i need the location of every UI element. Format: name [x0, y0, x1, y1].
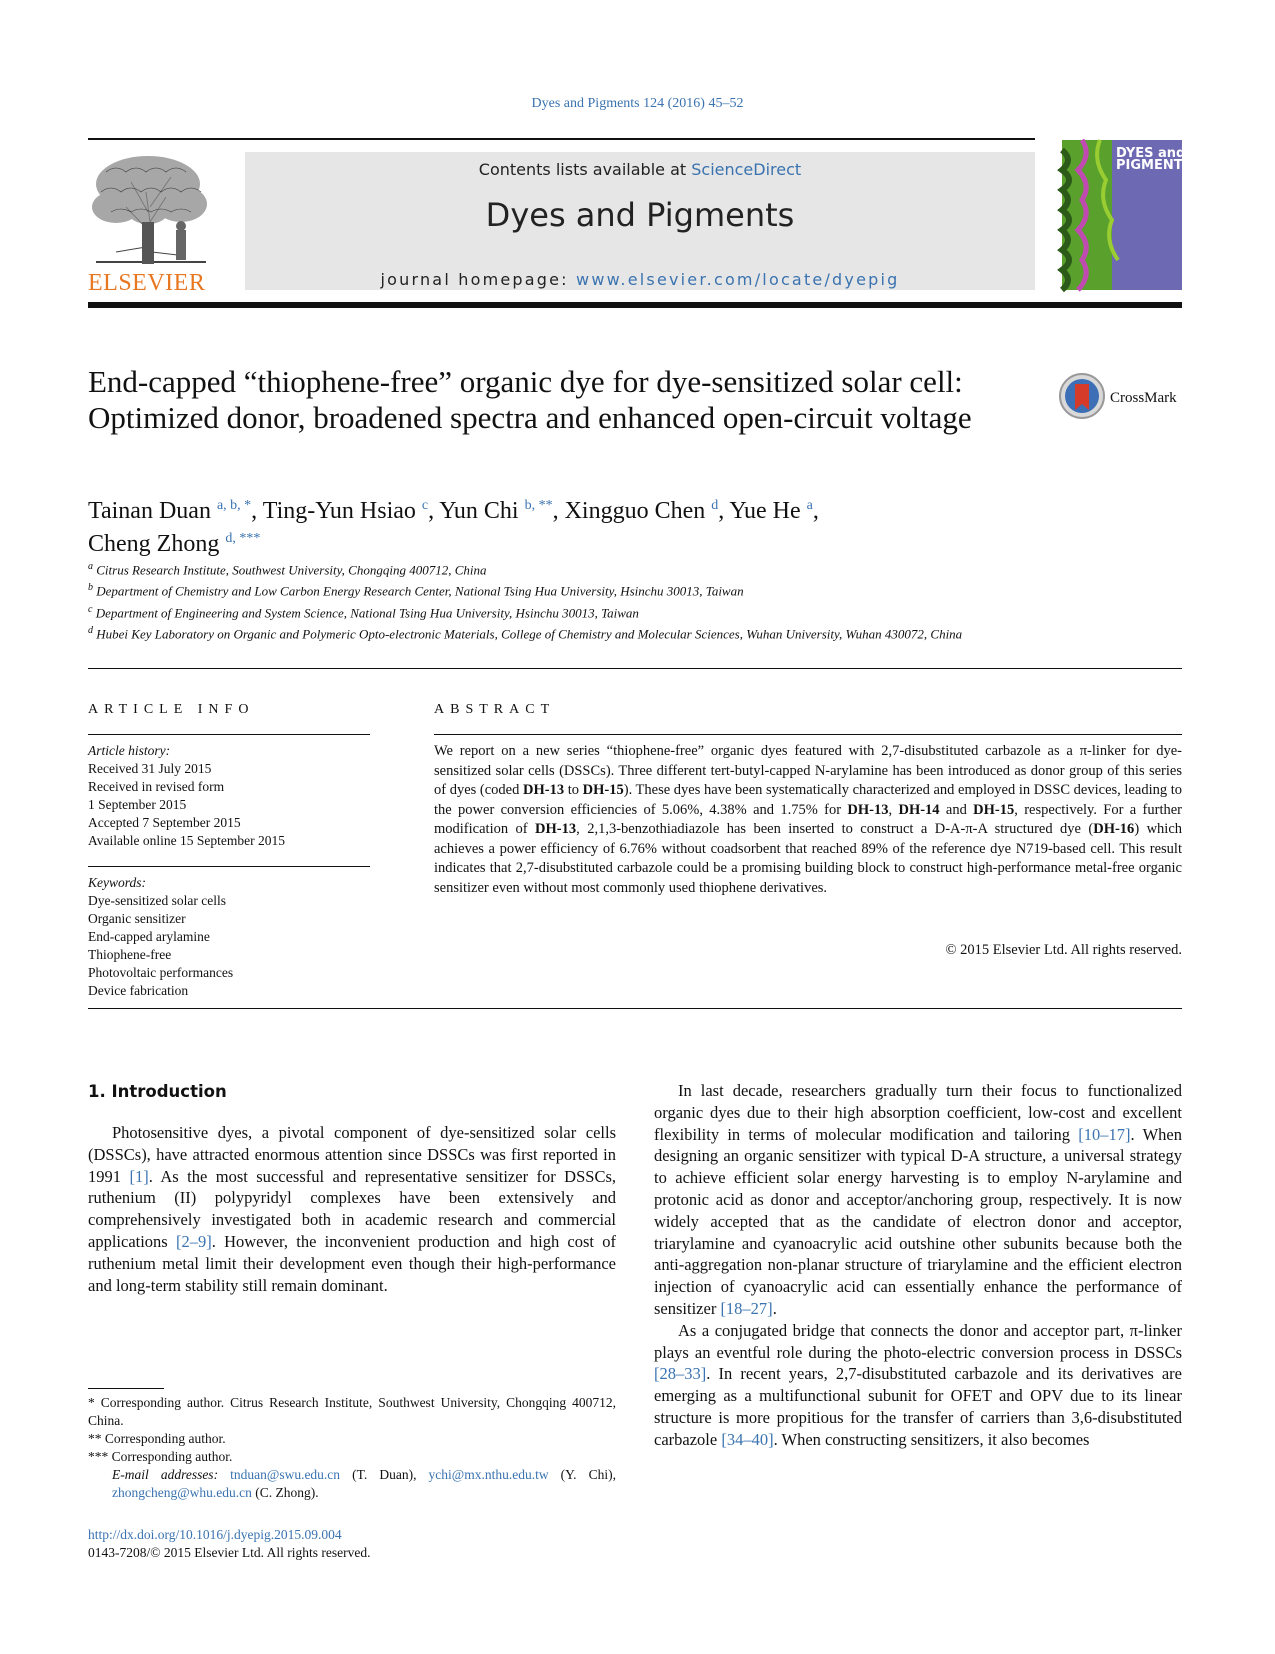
journal-homepage	[245, 270, 1035, 289]
author-name: Xingguo Chen	[564, 498, 706, 524]
citation-link[interactable]: [34–40]	[721, 1429, 774, 1449]
keyword-item: Photovoltaic performances	[88, 965, 234, 980]
citation-link[interactable]: [28–33]	[654, 1364, 707, 1384]
history-item: Accepted 7 September 2015	[88, 815, 241, 830]
contents-prefix: Contents lists available at	[478, 160, 692, 179]
history-item: Available online 15 September 2015	[88, 833, 285, 848]
section-rule	[88, 668, 1182, 669]
affiliation-text: Citrus Research Institute, Southwest University, Chongqing 400712, China	[96, 562, 487, 578]
author-name: Yun Chi	[439, 498, 519, 524]
history-label: Article history:	[88, 743, 171, 758]
email-link[interactable]: ychi@mx.nthu.edu.tw	[428, 1467, 549, 1482]
affiliations	[88, 558, 1088, 643]
issn-copyright: 0143-7208/© 2015 Elsevier Ltd. All rights reserved.	[88, 1545, 371, 1560]
journal-title: Dyes and Pigments	[485, 196, 795, 234]
author-affiliation-link[interactable]: b, **	[524, 498, 553, 513]
cover-title: DYES and PIGMENTS	[1116, 146, 1192, 173]
author-list: Tainan Duan $^{a, b, *}$, Ting-Yun Hsiao $^c$, Yun Chi $^{b, **}$, Xingguo Chen $^d$, Yue He $^a$, Cheng Zhong $^{d, ***}$	[88, 498, 819, 557]
journal-masthead	[245, 152, 1035, 290]
affiliation-key: b	[88, 582, 93, 594]
author-affiliation-link[interactable]: a, b, *	[216, 498, 252, 513]
affiliation-item	[88, 622, 1088, 643]
email-addresses: E-mail addresses: tnduan@swu.edu.cn (T. Duan), ychi@mx.nthu.edu.tw (Y. Chi), zhongcheng@whu.edu.cn (C. Zhong).	[112, 1467, 616, 1500]
elsevier-logo	[86, 152, 216, 294]
abstract-copyright: © 2015 Elsevier Ltd. All rights reserved.	[945, 942, 1182, 958]
crossmark-button[interactable]	[1058, 372, 1188, 422]
body-column-right	[654, 1080, 1182, 1451]
abstract-body: We report on a new series “thiophene-free” organic dyes featured with 2,7-disubstituted carbazole as a π-linker for dye-sensitized solar cells (DSSCs). Three different tert-butyl-capped N-arylamine has been introduced as donor group of this series of dyes (coded DH-13 to DH-15). These dyes have been systematically characterized and employed in DSSC devices, leading to the power conversion efficiencies of 5.06%, 4.38% and 1.75% for DH-13, DH-14 and DH-15, respectively. For a further modification of DH-13, 2,1,3-benzothiadiazole has been inserted to construct a D-A-π-A structured dye (DH-16) which achieves a power efficiency of 6.76% without coadsorbent that reached 89% of the reference dye N719-based cell. This result indicates that 2,7-disubstituted carbazole could be a promising building block to construct high-performance metal-free organic sensitizer even without most commonly used thiophene derivatives.	[434, 743, 1183, 896]
abstract-heading: ABSTRACT	[434, 702, 556, 717]
history-item: Received 31 July 2015	[88, 761, 212, 776]
keyword-item: End-capped arylamine	[88, 929, 210, 944]
section-heading-introduction: 1. Introduction	[88, 1082, 227, 1101]
journal-reference-link[interactable]: Dyes and Pigments 124 (2016) 45–52	[531, 96, 744, 111]
affiliation-key: d	[88, 624, 93, 636]
keywords	[88, 874, 370, 1000]
keywords-rule	[88, 866, 370, 867]
paragraph: In last decade, researchers gradually turn their focus to functionalized organic dyes due to their high absorption coefficient, low-cost and excellent flexibility in terms of molecular modification and tailoring [10–17]. When designing an organic sensitizer with typical D-A structure, a universal strategy to achieve efficient solar energy harvesting is to employ N-arylamine and protonic acid as donor and acceptor/anchoring group, respectively. It is now widely accepted that as the candidate of electron donor and acceptor, triarylamine and cyanoacrylic acid outshine other subunits because both the anti-aggregation non-planar structure of triarylamine and the efficient electron injection of cyanoacrylic acid can essentially enhance the performance of sensitizer [18–27].	[654, 1081, 1182, 1318]
article-info-rule	[88, 734, 370, 735]
author-name: Tainan Duan	[88, 498, 211, 524]
keyword-item: Thiophene-free	[88, 947, 172, 962]
citation-link[interactable]: [2–9]	[175, 1231, 212, 1251]
keywords-label: Keywords:	[88, 875, 146, 890]
affiliation-key: a	[88, 561, 93, 572]
author-affiliation-link[interactable]: d, ***	[225, 531, 261, 546]
citation-link[interactable]: [10–17]	[1078, 1124, 1131, 1144]
history-item: 1 September 2015	[88, 797, 187, 812]
keyword-item: Device fabrication	[88, 983, 189, 998]
header-thick-rule	[88, 302, 1182, 308]
affiliation-text: Department of Chemistry and Low Carbon Energy Research Center, National Tsing Hua University, Hsinchu 30013, Taiwan	[96, 583, 744, 599]
author-affiliation-link[interactable]: a	[806, 498, 813, 513]
citation-link[interactable]: [1]	[129, 1166, 149, 1186]
affiliation-item	[88, 579, 1088, 600]
email-link[interactable]: tnduan@swu.edu.cn	[230, 1467, 341, 1482]
paragraph: Photosensitive dyes, a pivotal component of dye-sensitized solar cells (DSSCs), have attracted enormous attention since DSSCs was first reported in 1991 [1]. As the most successful and representative sensitizer for DSSCs, ruthenium (II) polypyridyl complexes have been extensively and comprehensively investigated both in academic research and commercial applications [2–9]. However, the inconvenient production and high cost of ruthenium metal limit their development even though their high-performance and long-term stability still remain dominant.	[88, 1123, 617, 1295]
article-title: End-capped “thiophene-free” organic dye for dye-sensitized solar cell: Optimized donor, broadened spectra and enhanced open-circuit voltage	[88, 364, 972, 435]
section-rule	[88, 1008, 1182, 1009]
crossmark-icon	[1058, 372, 1106, 420]
citation-link[interactable]: [18–27]	[720, 1298, 773, 1318]
email-link[interactable]: zhongcheng@whu.edu.cn	[112, 1485, 252, 1500]
footnote: *** Corresponding author.	[88, 1449, 233, 1464]
footnote: ** Corresponding author.	[88, 1431, 226, 1446]
keyword-item: Dye-sensitized solar cells	[88, 893, 226, 908]
body-column-left	[88, 1122, 616, 1296]
author-name: Ting-Yun Hsiao	[262, 498, 416, 524]
keyword-item: Organic sensitizer	[88, 911, 186, 926]
elsevier-wordmark: ELSEVIER	[88, 270, 206, 296]
journal-cover-image[interactable]	[1062, 140, 1192, 290]
affiliation-text: Hubei Key Laboratory on Organic and Polymeric Opto-electronic Materials, College of Chemistry and Molecular Sciences, Wuhan University, Wuhan 430072, China	[96, 626, 963, 642]
elsevier-tree-icon	[86, 152, 216, 270]
affiliation-text: Department of Engineering and System Science, National Tsing Hua University, Hsinchu 30013, Taiwan	[95, 604, 639, 620]
author-affiliation-link[interactable]: c	[421, 498, 429, 513]
contents-line	[245, 160, 1035, 179]
article-history	[88, 742, 370, 850]
footnote-rule	[88, 1388, 164, 1389]
affiliation-item	[88, 558, 1088, 579]
homepage-prefix: journal homepage:	[380, 270, 577, 289]
abstract-rule	[434, 734, 1182, 735]
article-info-heading: ARTICLE INFO	[88, 702, 255, 717]
footnote: * Corresponding author. Citrus Research Institute, Southwest University, Chongqing 400712, China.	[88, 1395, 616, 1428]
sciencedirect-link[interactable]: ScienceDirect	[691, 160, 802, 179]
homepage-link[interactable]: www.elsevier.com/locate/dyepig	[576, 270, 900, 289]
author-name: Yue He	[729, 498, 801, 524]
header-rule	[88, 138, 1035, 140]
doi-block	[88, 1526, 370, 1562]
affiliation-key: c	[88, 603, 93, 615]
footnotes	[88, 1394, 616, 1502]
paragraph: As a conjugated bridge that connects the donor and acceptor part, π-linker plays an eventful role during the photo-electric conversion process in DSSCs [28–33]. In recent years, 2,7-disubstituted carbazole and its derivatives are emerging as a multifunctional subunit for OFET and OPV due to its linear structure is more propitious for the transfer of carriers than 3,6-disubstituted carbazole [34–40]. When constructing sensitizers, it also becomes	[654, 1320, 1182, 1449]
doi-link[interactable]: http://dx.doi.org/10.1016/j.dyepig.2015.09.004	[88, 1527, 342, 1542]
affiliation-item	[88, 601, 1088, 622]
history-item: Received in revised form	[88, 779, 225, 794]
author-name: Cheng Zhong	[88, 531, 220, 557]
crossmark-label: CrossMark	[1110, 390, 1177, 406]
author-affiliation-link[interactable]: d	[711, 498, 719, 513]
